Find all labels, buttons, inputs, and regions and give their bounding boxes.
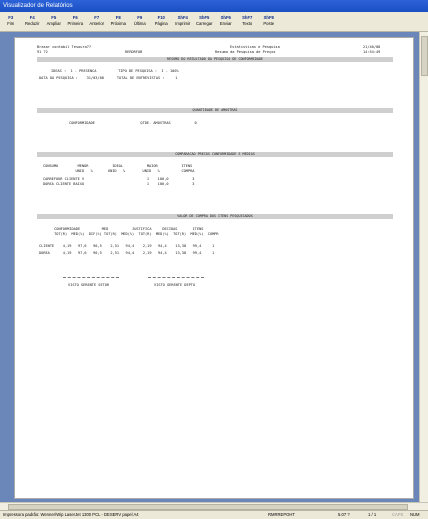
toolbar-button-enviar[interactable] (215, 12, 237, 31)
status-num: NUM (410, 512, 420, 517)
signature-line-2 (148, 277, 204, 278)
report-code: RERDRFOB (125, 50, 143, 54)
toolbar-key: F9 (137, 15, 143, 20)
toolbar-label: Primeira (67, 21, 84, 26)
report-header-right2: Resumo da Pesquisa de Preços (215, 50, 276, 54)
toolbar-label: Reduzir (25, 21, 40, 26)
toolbar-button-ampliar[interactable] (43, 12, 65, 31)
toolbar-button-texto[interactable] (237, 12, 259, 31)
toolbar-key: F5 (51, 15, 57, 20)
report-page (14, 37, 414, 499)
toolbar (0, 12, 428, 32)
status-bar (0, 510, 428, 519)
toolbar-button-reduzir[interactable] (22, 12, 44, 31)
toolbar-key: F8 (115, 15, 121, 20)
toolbar-button-primeira[interactable] (65, 12, 87, 31)
horizontal-scrollbar[interactable] (0, 502, 428, 510)
values-head-2: TOT(R) MED(%) DIF(%) TOT(R) MED(%) TOT(R) MED(%) TOT(R) MED(%) COMPR (39, 232, 219, 236)
values-row-1: CLIENTE 4,19 97,6 90,5 2,51 94,4 2,19 94,4 13,38 99,4 1 (39, 244, 215, 248)
toolbar-button-fim[interactable] (0, 12, 22, 31)
section-values-header: VALOR DE COMPRA DOS ITENS PESQUISADOS (37, 214, 393, 219)
summary-line-1: IDEAS : 1 - PRESENCA TIPO DE PESQUISA : I - 100% (51, 69, 179, 73)
report-date: 21/40/08 (363, 45, 381, 49)
values-row-2: DOREA 4,19 97,6 90,5 2,51 94,4 2,19 94,4 13,38 99,4 1 (39, 251, 215, 255)
toolbar-key: F3 (8, 15, 14, 20)
toolbar-button--ltima[interactable] (129, 12, 151, 31)
toolbar-button-imprimir[interactable] (172, 12, 194, 31)
toolbar-key: F10 (157, 15, 165, 20)
signature-label-2: VISTO GERENTE DEPTO (154, 283, 196, 287)
toolbar-label: Enviar (219, 21, 232, 26)
values-head-1: CONFORMIDADE MED JUSTIFICA DECIDAS ITENS (39, 227, 204, 231)
toolbar-label: Ampliar (46, 21, 61, 26)
toolbar-label: Carregar (195, 21, 213, 26)
signature-line-1 (63, 277, 119, 278)
samples-line: CONFORMIDADE QTDE. AMOSTRAS 0 (69, 121, 197, 125)
report-time: 14:54:49 (363, 50, 381, 54)
window-title: Visualizador de Relatórios (0, 0, 428, 12)
toolbar-label: Última (133, 21, 146, 26)
toolbar-button-poste[interactable] (258, 12, 280, 31)
toolbar-key: F6 (72, 15, 78, 20)
report-header-right: Estatisticas e Pesquisa (230, 45, 280, 49)
toolbar-label: Página (154, 21, 168, 26)
signature-label-1: VISTO GERENTE SETOR (68, 283, 110, 287)
toolbar-key: ShF6 (220, 15, 231, 20)
toolbar-label: Anterior (89, 21, 105, 26)
toolbar-label: Fim (7, 21, 15, 26)
status-report: RMRREPOHT (268, 512, 295, 517)
section-summary-header: RESUMO DO RESULTADO DA PESQUISA DE CONFORMIDADE (37, 57, 393, 62)
toolbar-key: ShF4 (177, 15, 188, 20)
toolbar-label: Imprimir (175, 21, 191, 26)
toolbar-key: ShF7 (242, 15, 253, 20)
summary-line-2: DATA DA PESQUISA : 31/03/08 TOTAL DE ENTREVISTAS : 1 (39, 76, 178, 80)
status-caps: CAPS (392, 512, 404, 517)
toolbar-label: Poste (263, 21, 275, 26)
status-pages: 5.07 ? (338, 512, 350, 517)
vertical-scroll-thumb[interactable] (421, 36, 428, 76)
prices-head-1: CONSUMO MENOR IDEAL MAIOR ITENS (43, 164, 193, 168)
vertical-scrollbar[interactable] (419, 32, 428, 502)
toolbar-label: Próxima (110, 21, 126, 26)
toolbar-key: ShF5 (199, 15, 210, 20)
toolbar-button-anterior[interactable] (86, 12, 108, 31)
toolbar-button-carregar[interactable] (194, 12, 216, 31)
section-prices-header: COMPARACAO PRECOS CONFORMIDADE E MEDIAS (37, 152, 393, 157)
toolbar-button-pr-xima[interactable] (108, 12, 130, 31)
prices-row-1: CARREFOUR CLIENTE V 1 100,0 3 (43, 177, 195, 181)
report-company: Brasar contabil Tesoura?? (37, 45, 92, 49)
toolbar-label: Texto (242, 21, 253, 26)
toolbar-key: F4 (29, 15, 35, 20)
section-samples-header: QUANTIDADE DE AMOSTRAS (37, 108, 393, 113)
status-printer: Impressora padrão: Wenner/Wip LaserJet 1300 PCL - DESERV papel A4 (3, 512, 139, 517)
report-page-number: 91 ?2 (37, 50, 48, 54)
prices-row-2: DOREA CLIENTE BAIXO 1 100,0 3 (43, 182, 195, 186)
status-page-of: 1 / 1 (368, 512, 377, 517)
prices-head-2: UNID % UNID % UNID % COMPRA (43, 169, 195, 173)
toolbar-button-p-gina[interactable] (151, 12, 173, 31)
toolbar-key: F7 (94, 15, 100, 20)
toolbar-key: ShF8 (263, 15, 274, 20)
